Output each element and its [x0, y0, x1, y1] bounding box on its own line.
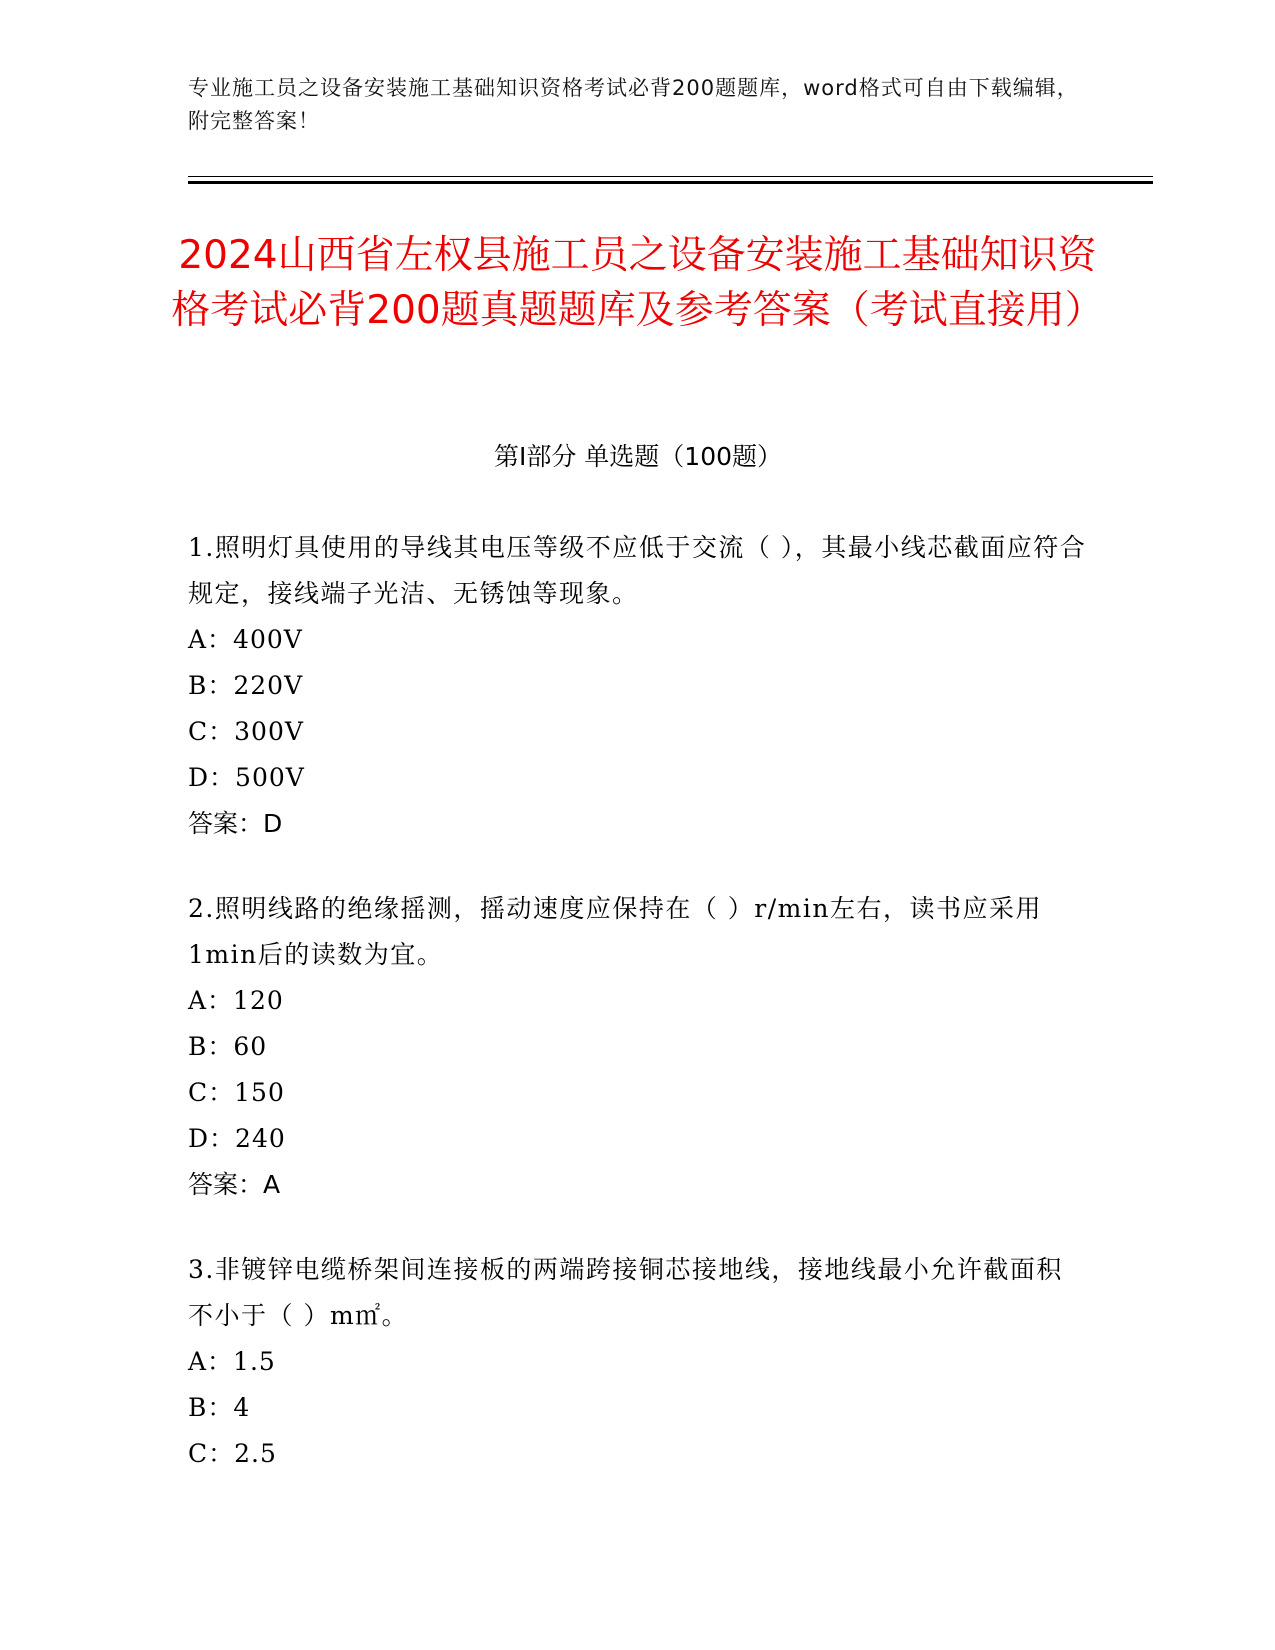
question-3 [188, 1247, 1088, 1477]
section-heading: 第I部分 单选题（100题） [493, 442, 783, 471]
question-1 [188, 525, 1088, 847]
option-c: C：150 [188, 1078, 285, 1107]
option-c: C：300V [188, 717, 304, 746]
question-2 [188, 886, 1088, 1208]
option-a: A：1.5 [188, 1347, 276, 1376]
question-stem: 1.照明灯具使用的导线其电压等级不应低于交流（ ），其最小线芯截面应符合规定，接线端子光洁、无锈蚀等现象。 [188, 533, 1087, 608]
header-rule-thin [188, 176, 1153, 177]
answer: 答案：D [188, 809, 283, 838]
question-stem: 2.照明线路的绝缘摇测，摇动速度应保持在（ ）r/min左右，读书应采用1min后的读数为宜。 [188, 894, 1042, 969]
question-list [188, 525, 1088, 1516]
option-a: A：400V [188, 625, 303, 654]
option-a: A：120 [188, 986, 284, 1015]
question-stem: 3.非镀锌电缆桥架间连接板的两端跨接铜芯接地线，接地线最小允许截面积不小于（ ）m㎡。 [188, 1255, 1063, 1330]
document-title: 2024山西省左权县施工员之设备安装施工基础知识资格考试必背200题真题题库及参考答案（考试直接用） [171, 233, 1104, 333]
option-c: C：2.5 [188, 1439, 277, 1468]
option-d: D：500V [188, 763, 305, 792]
header-rule-thick [188, 181, 1153, 184]
option-b: B：60 [188, 1032, 268, 1061]
option-b: B：4 [188, 1393, 251, 1422]
header-note: 专业施工员之设备安装施工基础知识资格考试必背200题题库，word格式可自由下载编辑，附完整答案！ [188, 76, 1079, 133]
option-d: D：240 [188, 1124, 286, 1153]
answer: 答案：A [188, 1170, 281, 1199]
option-b: B：220V [188, 671, 304, 700]
